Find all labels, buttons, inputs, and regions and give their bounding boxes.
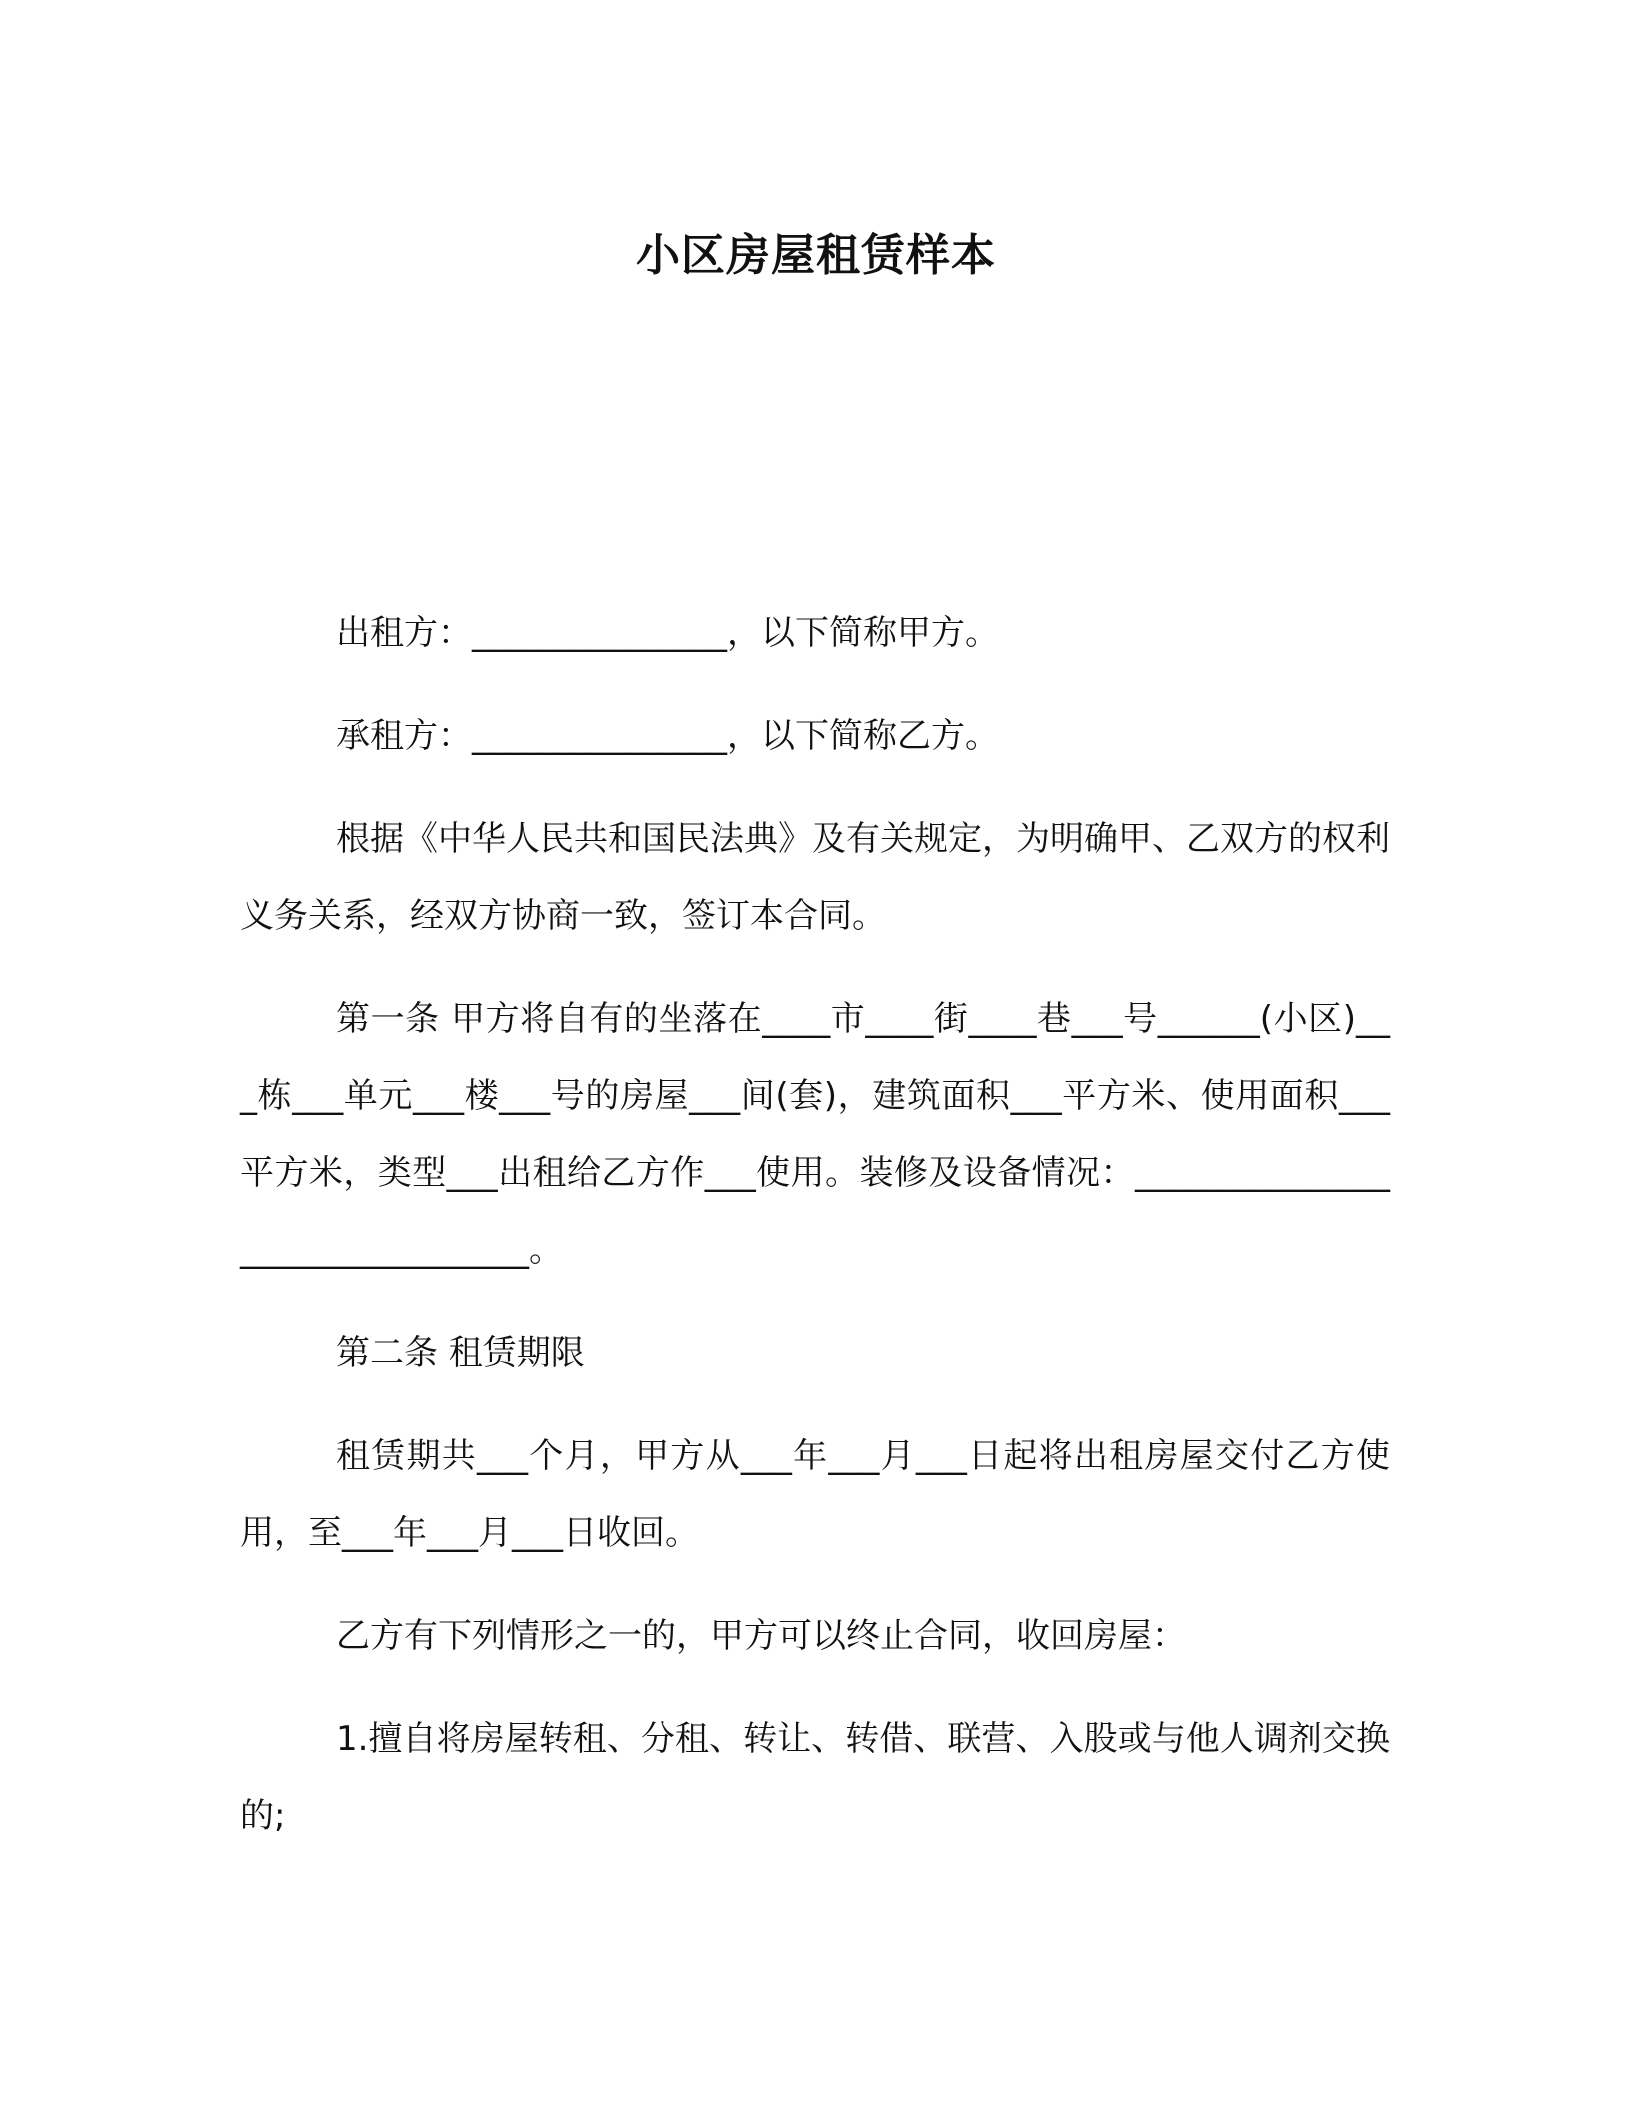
paragraph-article-2-heading: 第二条 租赁期限: [336, 1333, 585, 1373]
document-body: [240, 595, 1390, 1881]
paragraph-article-1: 第一条 甲方将自有的坐落在____市____街____巷___号______(小区)___栋___单元___楼___号的房屋___间(套)，建筑面积___平方米、使用面积___平方米，类型___出租给乙方作___使用。装修及设备情况：________________________________。: [240, 999, 1390, 1270]
paragraph-termination-intro: 乙方有下列情形之一的，甲方可以终止合同，收回房屋：: [336, 1616, 1186, 1656]
paragraph-lessee: 承租方：_______________，以下简称乙方。: [336, 716, 999, 756]
document-title: 小区房屋租赁样本: [636, 230, 996, 281]
paragraph-lease-term: 租赁期共___个月，甲方从___年___月___日起将出租房屋交付乙方使用，至___年___月___日收回。: [240, 1436, 1390, 1553]
paragraph-preamble: 根据《中华人民共和国民法典》及有关规定，为明确甲、乙双方的权利义务关系，经双方协商一致，签订本合同。: [240, 819, 1390, 936]
paragraph-termination-item-1: 1.擅自将房屋转租、分租、转让、转借、联营、入股或与他人调剂交换的;: [240, 1719, 1390, 1836]
paragraph-lessor: 出租方：_______________，以下简称甲方。: [336, 613, 999, 653]
